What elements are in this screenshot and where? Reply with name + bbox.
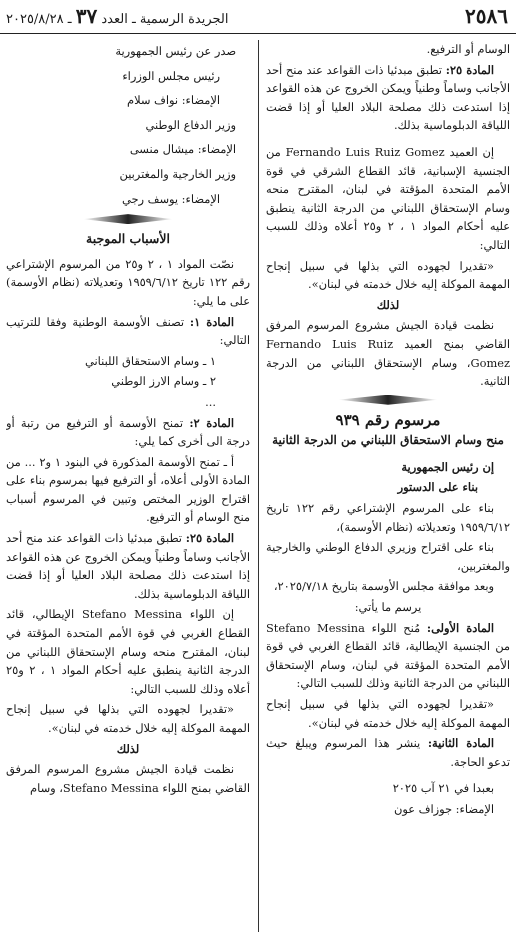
basis-paragraph: بناء على المرسوم الإشتراعي رقم ١٢٢ تاريخ ١٩٥٩/٦/١٢ وتعديلاته (نظام الأوسمة)، bbox=[266, 501, 510, 534]
article-text: مُنح اللواء Stefano Messina من الجنسية الإيطالية، قائد القطاع الغربي في قوة الأمم المتحدة المؤقتة في لبنان، وسام الإستحقاق اللبناني من الدرجة الثانية وذلك للسبب التالي: bbox=[266, 620, 510, 691]
reasons-paragraph: نصّت المواد ١ ، ٢ و٢٥ من المرسوم الإشتراعي رقم ١٢٢ تاريخ ١٩٥٩/٦/١٢ وتعديلاته (نظام الأوسمة) على ما يلي: bbox=[6, 256, 250, 308]
article-25 bbox=[6, 529, 250, 603]
issue-number: ٣٧ bbox=[75, 4, 98, 28]
article-1 bbox=[266, 619, 510, 693]
issued-by: صدر عن رئيس الجمهورية bbox=[115, 44, 236, 58]
article-text: تطبق مبدئيا ذات القواعد عند منح أحد الأجانب وساماً وطنياً ويمكن الخروج عن هذه القواعد إذا استدعت ذلك مصلحة البلاد العليا أو إذا قضت اللياقة الدبلوماسية بذلك. bbox=[266, 62, 510, 133]
article-text: تمنح الأوسمة أو الترفيع من رتبة أو درجة الى أخرى كما يلي: bbox=[6, 415, 250, 449]
right-column bbox=[266, 40, 510, 930]
article-text: تصنف الأوسمة الوطنية وفقا للترتيب التالي: bbox=[6, 314, 250, 348]
article-25 bbox=[266, 61, 510, 135]
constitution-line: بناء على الدستور bbox=[397, 480, 478, 495]
prepared-paragraph: نظمت قيادة الجيش مشروع المرسوم المرفق القاضي بمنح العميد Fernando Luis Ruiz Gomez، وسام الإستحقاق اللبناني من الدرجة الثانية. bbox=[266, 318, 510, 389]
list-item: ٢ ـ وسام الارز الوطني bbox=[111, 374, 216, 389]
article-label: المادة الثانية: bbox=[427, 736, 494, 751]
pm-title: رئيس مجلس الوزراء bbox=[122, 68, 220, 83]
reasons-heading: الأسباب الموجبة bbox=[86, 231, 170, 247]
defense-minister-title: وزير الدفاع الوطني bbox=[145, 117, 236, 132]
therefore-heading: لذلك bbox=[116, 741, 140, 756]
article-2-clause-a: أ ـ تمنح الأوسمة المذكورة في البنود ١ و٢ ... من المادة الأولى أعلاه، أو الترفيع فيها بمرسوم بناء على اقتراح الوزير المختص وتبين في المرسوم أسباب منح الوسام أو الترفيع. bbox=[6, 454, 250, 525]
article-label: المادة ٢٥: bbox=[185, 531, 234, 546]
separator bbox=[266, 395, 510, 405]
pm-signature: الإمضاء: نواف سلام bbox=[127, 93, 220, 108]
basis-paragraph: بناء على اقتراح وزيري الدفاع الوطني والخارجية والمغتربين، bbox=[266, 540, 510, 573]
article-label: المادة ١: bbox=[189, 314, 234, 329]
president-line: إن رئيس الجمهورية bbox=[401, 459, 494, 474]
page-header bbox=[0, 0, 516, 34]
left-column bbox=[6, 40, 250, 930]
decree-subtitle: منح وسام الاستحقاق اللبناني من الدرجة الثانية bbox=[272, 433, 504, 448]
foreign-minister-title: وزير الخارجية والمغتربين bbox=[119, 166, 236, 181]
prepared-paragraph: نظمت قيادة الجيش مشروع المرسوم المرفق القاضي بمنح اللواء Stefano Messina، وسام bbox=[6, 762, 250, 795]
quote: «تقديرا لجهوده التي بذلها في سبيل إنجاح المهمة الموكلة إليه خلال خدمته في لبنان». bbox=[6, 702, 250, 735]
therefore-heading: لذلك bbox=[376, 297, 400, 312]
list-item: ١ ـ وسام الاستحقاق اللبناني bbox=[85, 353, 216, 368]
paragraph: الوسام أو الترفيع. bbox=[426, 42, 510, 56]
column-divider bbox=[258, 40, 259, 932]
issue-date: ـ ٢٠٢٥/٨/٢٨ bbox=[6, 12, 72, 27]
article-1 bbox=[6, 313, 250, 350]
date-line: بعبدا في ٢١ آب ٢٠٢٥ bbox=[392, 781, 494, 796]
signature-line: الإمضاء: جوزاف عون bbox=[394, 801, 494, 816]
quote: «تقديرا لجهوده التي بذلها في سبيل إنجاح المهمة الموكلة إليه خلال خدمته في لبنان». bbox=[266, 258, 510, 292]
messina-paragraph: إن اللواء Stefano Messina الإيطالي، قائد القطاع الغربي في قوة الأمم المتحدة المؤقتة في لبنان، المقترح منحه وسام الإستحقاق اللبناني من الدرجة الثانية ينطبق عليه أحكام المواد ١ ، ٢ و٢٥ أعلاه وذلك للسبب التالي: bbox=[6, 607, 250, 696]
article-text: ينشر هذا المرسوم ويبلغ حيث تدعو الحاجة. bbox=[266, 736, 510, 769]
gomez-paragraph: إن العميد Fernando Luis Ruiz Gomez من الجنسية الإسبانية، قائد القطاع الشرقي في قوة الأمم المتحدة المؤقتة في لبنان، المقترح منحه وسام الإستحقاق اللبناني من الدرجة الثانية ينطبق عليه أحكام المواد ١ ، ٢ و٢٥ أعلاه وذلك للسبب التالي: bbox=[266, 144, 510, 252]
article-2 bbox=[266, 734, 510, 771]
basis-paragraph: وبعد موافقة مجلس الأوسمة بتاريخ ٢٠٢٥/٧/١٨، bbox=[273, 579, 494, 594]
defense-minister-signature: الإمضاء: ميشال منسى bbox=[129, 142, 236, 157]
decree-title: مرسوم رقم ٩٣٩ bbox=[335, 410, 441, 429]
article-label: المادة ٢٥: bbox=[445, 62, 494, 77]
gazette-title bbox=[6, 4, 229, 28]
decrees-line: يرسم ما يأتي: bbox=[354, 600, 422, 615]
separator bbox=[6, 214, 250, 224]
article-label: المادة الأولى: bbox=[426, 620, 495, 635]
ellipsis: ... bbox=[205, 394, 216, 409]
quote: «تقديرا لجهوده التي بذلها في سبيل إنجاح المهمة الموكلة إليه خلال خدمته في لبنان». bbox=[266, 697, 510, 730]
article-label: المادة ٢: bbox=[189, 415, 234, 430]
gazette-name: الجريدة الرسمية ـ العدد bbox=[101, 12, 229, 27]
foreign-minister-signature: الإمضاء: يوسف رجي bbox=[122, 191, 220, 206]
page-number: ٢٥٨٦ bbox=[465, 4, 508, 28]
article-2 bbox=[6, 414, 250, 451]
article-text: تطبق مبدئيا ذات القواعد عند منح أحد الأجانب وساماً وطنياً ويمكن الخروج عن هذه القواعد إذا استدعت ذلك مصلحة البلاد العليا أو إذا قضت اللياقة الدبلوماسية بذلك. bbox=[6, 531, 250, 601]
